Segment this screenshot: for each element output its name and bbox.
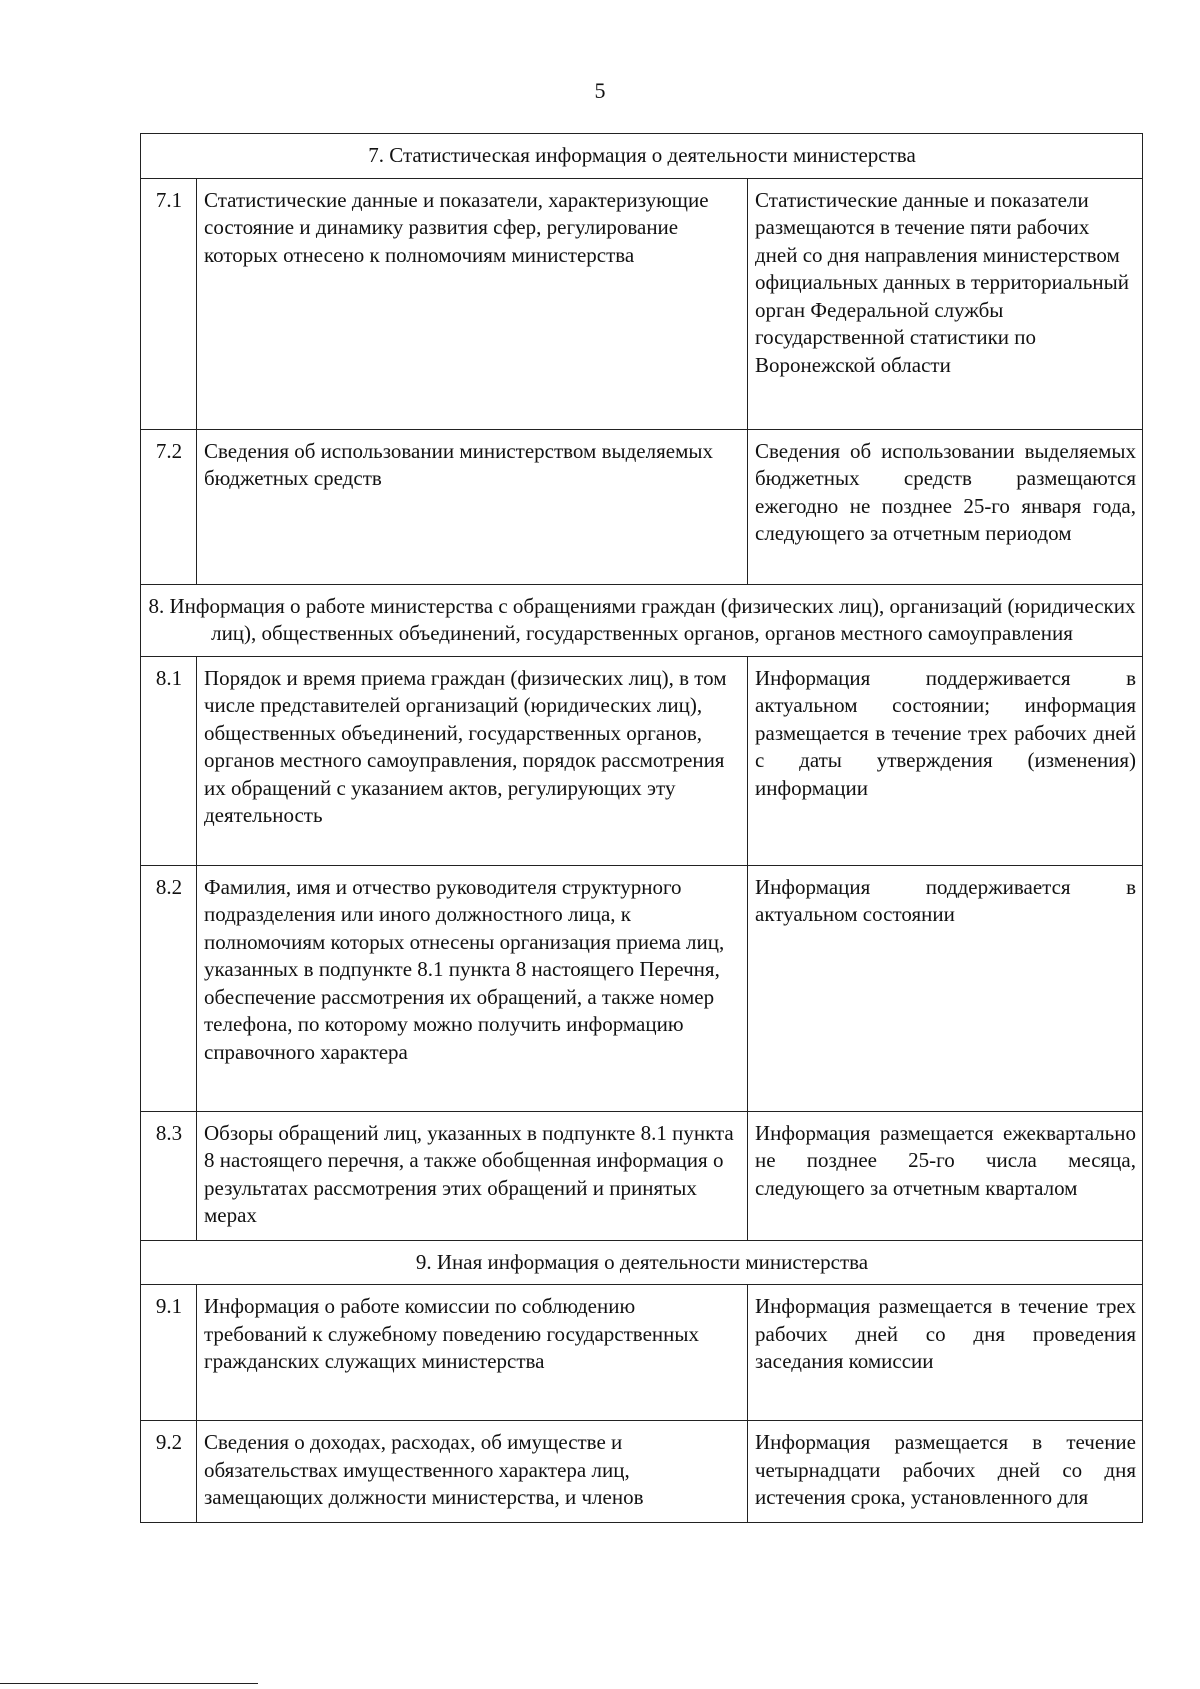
information-list-table	[140, 133, 1143, 1523]
section-7-title: 7. Статистическая информация о деятельности министерства	[141, 134, 1143, 179]
row-period: Информация поддерживается в актуальном состоянии	[748, 865, 1143, 1111]
row-description: Сведения о доходах, расходах, об имуществе и обязательствах имущественного характера лиц, замещающих должности министерства, и членов	[197, 1421, 748, 1523]
row-period: Информация размещается в течение четырнадцати рабочих дней со дня истечения срока, установленного для	[748, 1421, 1143, 1523]
row-number: 8.3	[141, 1111, 197, 1240]
table-row	[141, 1111, 1143, 1240]
row-number: 8.1	[141, 656, 197, 865]
section-9-title: 9. Иная информация о деятельности министерства	[141, 1240, 1143, 1285]
table-row	[141, 1285, 1143, 1421]
section-8-title: 8. Информация о работе министерства с обращениями граждан (физических лиц), организаций (юридических лиц), общественных объединений, государственных органов, органов местного самоуправления	[141, 584, 1143, 656]
table-row	[141, 865, 1143, 1111]
row-period: Информация поддерживается в актуальном состоянии; информация размещается в течение трех рабочих дней с даты утверждения (изменения) информации	[748, 656, 1143, 865]
page-number: 5	[594, 78, 606, 103]
row-number: 9.2	[141, 1421, 197, 1523]
row-description: Фамилия, имя и отчество руководителя структурного подразделения или иного должностного лица, к полномочиям которых отнесены организация приема лиц, указанных в подпункте 8.1 пункта 8 настоящего Перечня, обеспечение рассмотрения их обращений, а также номер телефона, по которому можно получить информацию справочного характера	[197, 865, 748, 1111]
section-header-row	[141, 1240, 1143, 1285]
row-description: Информация о работе комиссии по соблюдению требований к служебному поведению государственных гражданских служащих министерства	[197, 1285, 748, 1421]
row-number: 7.2	[141, 429, 197, 584]
row-description: Обзоры обращений лиц, указанных в подпункте 8.1 пункта 8 настоящего перечня, а также обобщенная информация о результатах рассмотрения этих обращений и принятых мерах	[197, 1111, 748, 1240]
row-period: Информация размещается ежеквартально не позднее 25-го числа месяца, следующего за отчетным кварталом	[748, 1111, 1143, 1240]
row-description: Статистические данные и показатели, характеризующие состояние и динамику развития сфер, регулирование которых отнесено к полномочиям министерства	[197, 178, 748, 429]
table-row	[141, 429, 1143, 584]
row-number: 8.2	[141, 865, 197, 1111]
footnote-divider	[0, 1683, 258, 1684]
table-row	[141, 656, 1143, 865]
row-description: Сведения об использовании министерством выделяемых бюджетных средств	[197, 429, 748, 584]
table-row	[141, 1421, 1143, 1523]
section-header-row	[141, 584, 1143, 656]
section-header-row	[141, 134, 1143, 179]
row-period: Сведения об использовании выделяемых бюджетных средств размещаются ежегодно не позднее 25-го января года, следующего за отчетным периодом	[748, 429, 1143, 584]
row-number: 7.1	[141, 178, 197, 429]
row-description: Порядок и время приема граждан (физических лиц), в том числе представителей организаций (юридических лиц), общественных объединений, государственных органов, органов местного самоуправления, порядок рассмотрения их обращений с указанием актов, регулирующих эту деятельность	[197, 656, 748, 865]
table-row	[141, 178, 1143, 429]
row-period: Информация размещается в течение трех рабочих дней со дня проведения заседания комиссии	[748, 1285, 1143, 1421]
row-number: 9.1	[141, 1285, 197, 1421]
row-period: Статистические данные и показатели размещаются в течение пяти рабочих дней со дня направления министерством официальных данных в территориальный орган Федеральной службы государственной статистики по Воронежской области	[748, 178, 1143, 429]
